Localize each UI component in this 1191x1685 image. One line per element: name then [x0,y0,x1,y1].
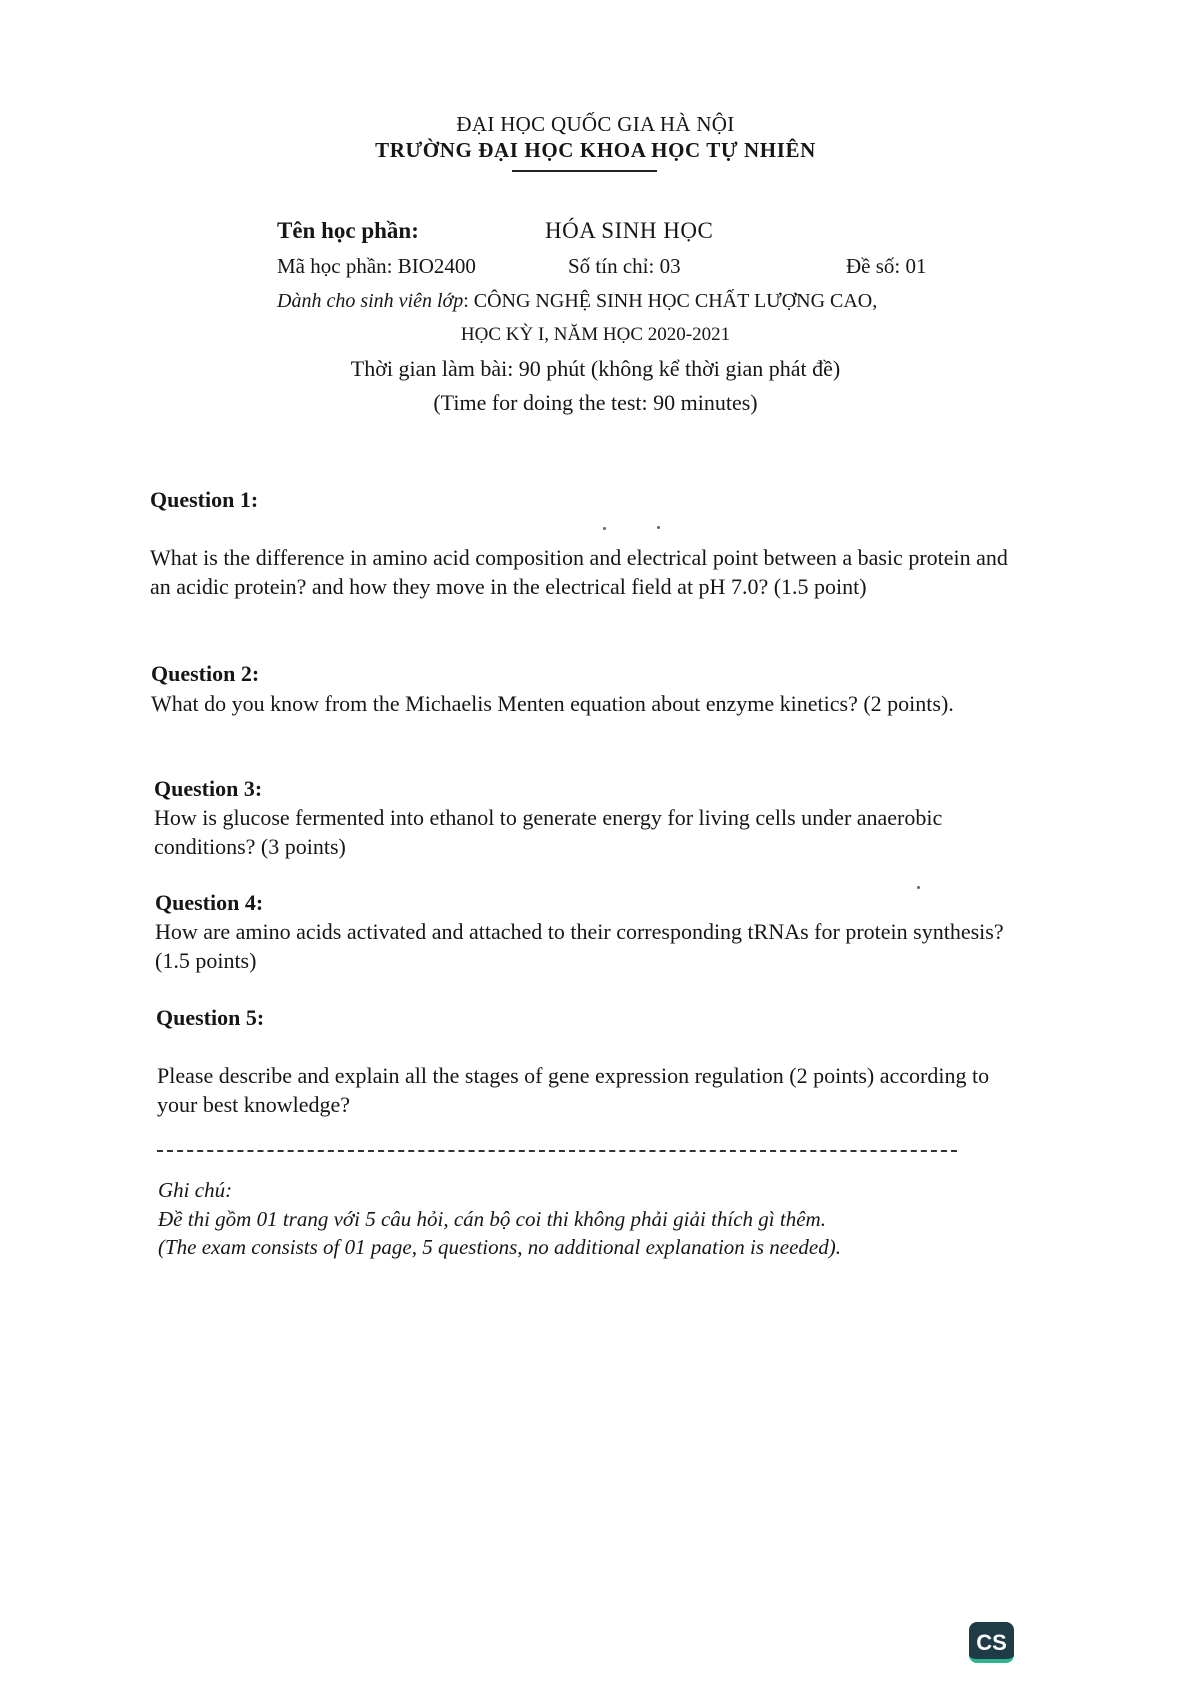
question-1-text: What is the difference in amino acid composition and electrical point between a basic protein and an acidic protein? and how they move in the electrical field at pH 7.0? (1.5 point) [150,545,1008,599]
question-2-text: What do you know from the Michaelis Menten equation about enzyme kinetics? (2 points). [151,691,954,716]
question-3-title: Question 3: [154,776,263,801]
question-5-text: Please describe and explain all the stages of gene expression regulation (2 points) according to your best knowledge? [157,1063,990,1117]
scan-speck [657,526,660,529]
school-name: TRƯỜNG ĐẠI HỌC KHOA HỌC TỰ NHIÊN [375,138,816,162]
exam-duration-vn: Thời gian làm bài: 90 phút (không kể thời gian phát đề) [350,356,841,381]
course-code: Mã học phần: BIO2400 [277,254,476,278]
note-line-vn: Đề thi gồm 01 trang với 5 câu hỏi, cán bộ coi thi không phải giải thích gì thêm. [158,1207,826,1231]
note-line-en: (The exam consists of 01 page, 5 questions, no additional explanation is needed). [158,1235,841,1259]
question-4-title: Question 4: [155,890,264,915]
question-4-text: How are amino acids activated and attached to their corresponding tRNAs for protein synthesis? (1.5 points) [155,919,1004,973]
target-class-value: : CÔNG NGHỆ SINH HỌC CHẤT LƯỢNG CAO, [463,290,878,312]
exam-duration-en: (Time for doing the test: 90 minutes) [433,390,758,415]
target-class-prefix: Dành cho sinh viên lớp [277,290,464,312]
camscanner-logo: CS [969,1622,1014,1663]
scan-speck [917,886,920,889]
separator-line [157,1150,957,1152]
course-name-label: Tên học phần: [277,218,419,243]
note-label: Ghi chú: [158,1178,233,1202]
course-name-value: HÓA SINH HỌC [545,218,714,243]
target-class [277,290,877,313]
header-underline [512,170,657,172]
exam-number: Đề số: 01 [846,254,927,278]
question-3-text: How is glucose fermented into ethanol to generate energy for living cells under anaerobic conditions? (3 points) [154,805,943,859]
question-1-title: Question 1: [150,487,259,512]
question-2-title: Question 2: [151,661,260,686]
scan-speck [603,527,606,530]
university-name: ĐẠI HỌC QUỐC GIA HÀ NỘI [456,112,735,136]
question-5-title: Question 5: [156,1005,265,1030]
course-credits: Số tín chỉ: 03 [568,254,681,278]
semester: HỌC KỲ I, NĂM HỌC 2020-2021 [460,324,731,345]
